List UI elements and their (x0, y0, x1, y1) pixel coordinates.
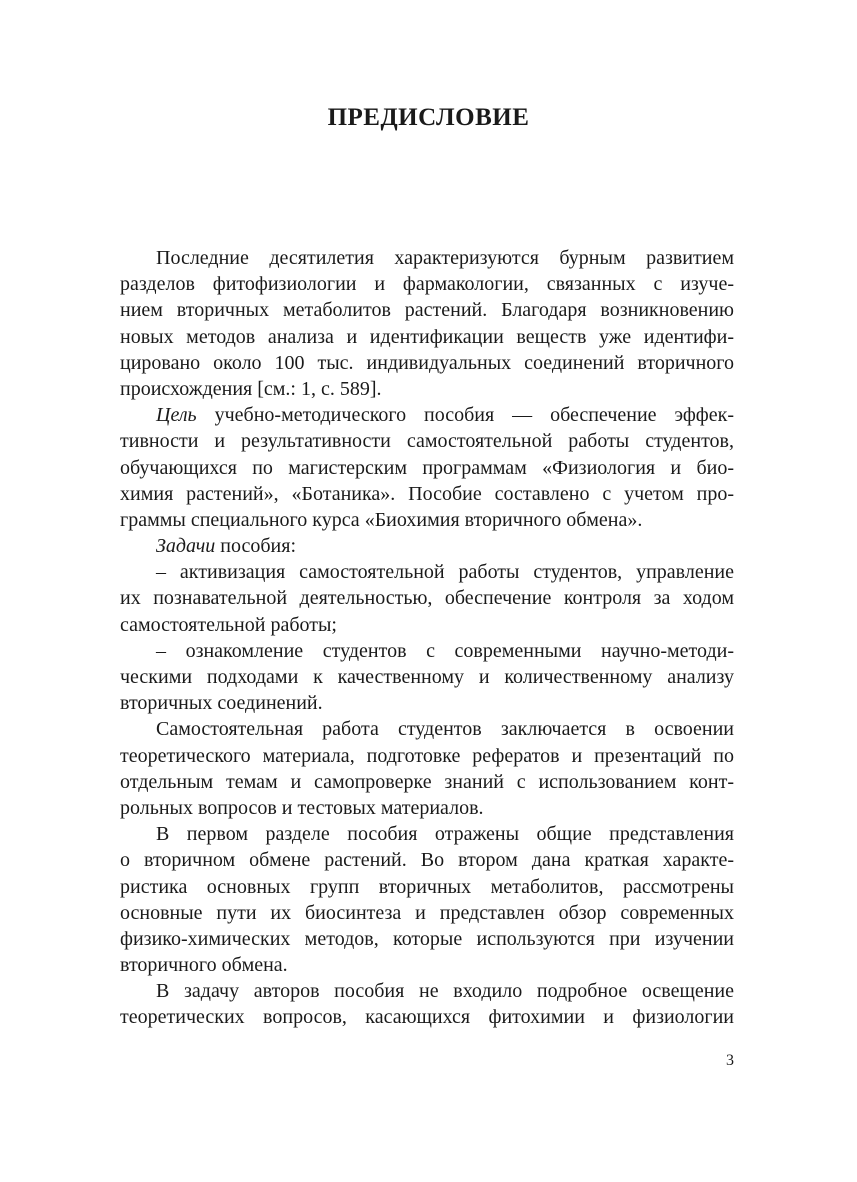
text-line: Самостоятельная работа студентов заключается в освоении (156, 718, 734, 741)
text-line: цировано около 100 тыс. индивидуальных соединений вторичного (120, 351, 734, 374)
text-line: о вторичном обмене растений. Во втором дана краткая характе- (120, 849, 734, 872)
text-run: пособия: (215, 535, 297, 558)
italic-term: Задачи (156, 535, 216, 558)
body-text (120, 245, 734, 1031)
text-line: происхождения [см.: 1, с. 589]. (120, 377, 382, 400)
text-line: вторичного обмена. (120, 954, 288, 977)
text-line: обучающихся по магистерским программам «Физиология и био- (120, 456, 734, 479)
text-line (120, 402, 734, 428)
list-item-line: – активизация самостоятельной работы студентов, управление (156, 561, 734, 584)
text-line: ристика основных групп вторичных метаболитов, рассмотрены (120, 875, 734, 898)
italic-term: Цель (156, 404, 197, 427)
text-line: нием вторичных метаболитов растений. Благодаря возникновению (120, 299, 734, 322)
text-line: химия растений», «Ботаника». Пособие составлено с учетом про- (120, 482, 734, 505)
text-line: физико-химических методов, которые используются при изучении (120, 927, 734, 950)
text-line: ческими подходами к качественному и количественному анализу (120, 666, 734, 688)
text-line: теоретических вопросов, касающихся фитохимии и физиологии (120, 1006, 734, 1029)
text-line: теоретического материала, подготовке рефератов и презентаций по (120, 744, 734, 767)
text-run: учебно-методического пособия — обеспечение эффек- (196, 404, 734, 427)
text-line: основные пути их биосинтеза и представлен обзор современных (120, 901, 734, 924)
text-line: вторичных соединений. (120, 692, 323, 715)
text-line: новых методов анализа и идентификации веществ уже идентифи- (120, 325, 734, 348)
page-title: ПРЕДИСЛОВИЕ (327, 104, 530, 131)
text-line: рольных вопросов и тестовых материалов. (120, 796, 484, 819)
text-line: тивности и результативности самостоятельной работы студентов, (120, 430, 734, 453)
text-line: разделов фитофизиологии и фармакологии, связанных с изуче- (120, 273, 734, 296)
page-number: 3 (726, 1052, 734, 1069)
text-line: В первом разделе пособия отражены общие представления (156, 823, 734, 846)
list-item-line: – ознакомление студентов с современными научно-методи- (156, 639, 734, 662)
text-line: граммы специального курса «Биохимия вторичного обмена». (120, 508, 643, 531)
text-line: самостоятельной работы; (120, 613, 337, 636)
text-line: Последние десятилетия характеризуются бурным развитием (156, 247, 734, 269)
text-line (120, 533, 734, 559)
text-line: В задачу авторов пособия не входило подробное освещение (156, 980, 734, 1003)
text-line: отдельным темам и самопроверке знаний с использованием конт- (120, 770, 734, 793)
text-line: их познавательной деятельностью, обеспечение контроля за ходом (120, 587, 734, 610)
